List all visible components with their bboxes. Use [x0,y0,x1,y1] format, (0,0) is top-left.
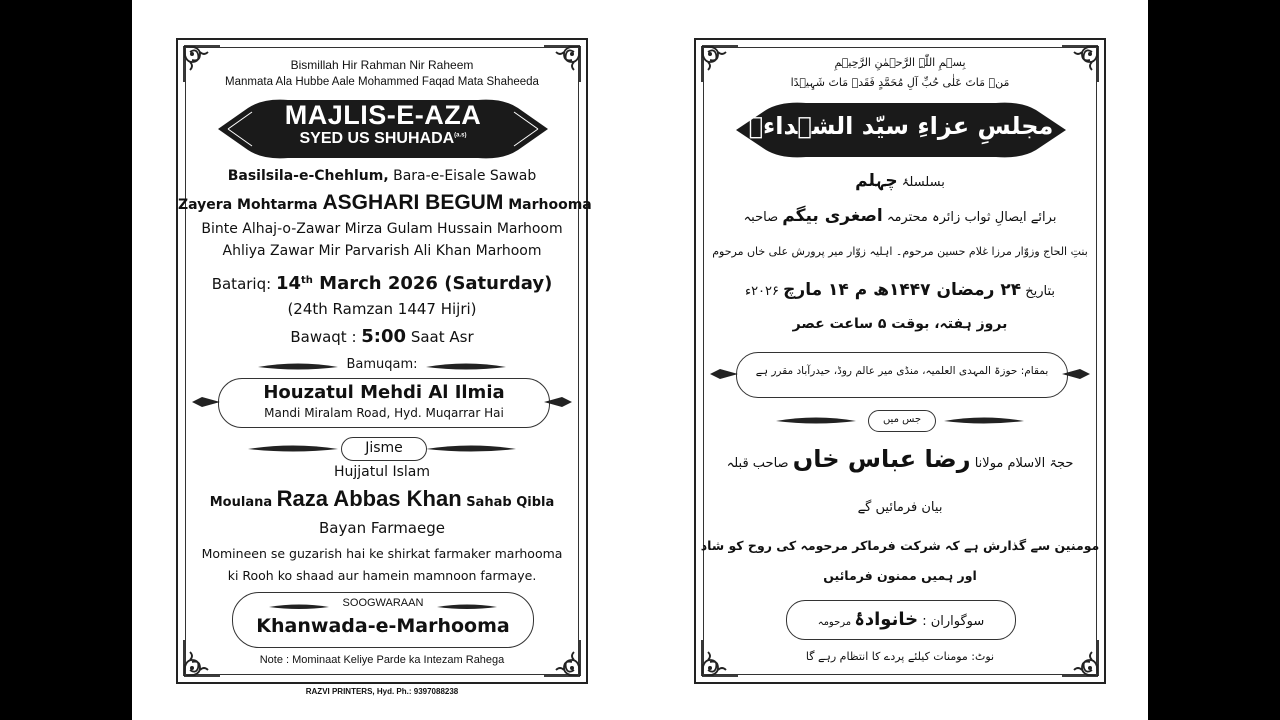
request-line-2: ki Rooh ko shaad aur hamein mamnoon farmaye. [227,568,537,583]
soogwaraan-box [232,592,534,648]
binte-line-urdu: بنتِ الحاج وزوّار مرزا غلام حسین مرحوم۔ اہلیہ زوّار میر پرورش علی خاں مرحوم [712,245,1088,258]
date-line: Batariq: 14th March 2026 (Saturday) [211,273,553,294]
flourish-left-icon [248,444,338,454]
arrow-right-icon [544,395,572,409]
jisme-label: Jisme [365,440,403,456]
chehlum-line: Basilsila-e-Chehlum, Bara-e-Eisale Sawab [227,168,537,184]
ahliya-line: Ahliya Zawar Mir Parvarish Ali Khan Marhoom [222,243,542,259]
printer-credit: RAZVI PRINTERS, Hyd. Ph.: 9397088238 [305,687,459,696]
speaker-line: Moulana Raza Abbas Khan Sahab Qibla [209,486,555,511]
soogwaraan-box-urdu [786,600,1016,640]
flourish-right-icon [426,444,516,454]
deceased-name-line: Zayera Mohtarma ASGHARI BEGUM Marhooma [178,191,592,214]
title-banner [218,94,548,164]
banner-title-urdu: مجلسِ عزاءِ سیّد الشہداءؑ [748,112,1054,140]
flourish-right-icon [944,416,1024,426]
title-banner-urdu [736,98,1066,162]
jisme-badge [341,437,427,461]
venue-name: Houzatul Mehdi Al Ilmia [263,382,505,403]
arrow-left-icon [192,395,220,409]
time-line: Bawaqt : 5:00 Saat Asr [290,326,474,347]
silsila-line-urdu: بسلسلۂ چہلم [855,171,945,191]
tagline-text: Manmata Ala Hubbe Aale Mohammed Faqad Mata Shaheeda [225,76,539,88]
venue-text-urdu: بمقام: حوزۃ المہدی العلمیہ، منڈی میر عالم روڈ، حیدرآباد مقرر ہے [755,365,1049,377]
bayan-line-urdu: بیان فرمائیں گے [857,500,943,515]
binte-line: Binte Alhaj-o-Zawar Mirza Gulam Hussain Marhoom [201,221,563,237]
bamuqam-divider [178,357,586,374]
jisme-label-urdu: جس میں [882,414,922,425]
hijri-line: (24th Ramzan 1447 Hijri) [287,300,477,318]
request-line-1-urdu: مومنین سے گذارش ہے کہ شرکت فرماکر مرحومہ کی روح کو شاد [700,538,1100,553]
banner-title: MAJLIS-E-AZA [284,100,482,130]
hujjatul-line: Hujjatul Islam [334,464,430,480]
bismillah-text-urdu: بِسۡمِ اللّٰہِ الرَّحۡمٰنِ الرَّحِیۡمِ [834,56,966,69]
isal-line-urdu: برائے ایصالِ ثواب زائرہ محترمہ اصغری بیگم صاحبہ [743,206,1057,226]
venue-box [218,378,550,428]
banner-subtitle: SYED US $SHUHADA^{(a.s)}$ [299,130,467,147]
urdu-invitation-card [694,38,1106,684]
tagline-text-urdu: مَنۡ مَاتَ عَلٰی حُبِّ آلِ مُحَمَّدٍ فَقَدۡ مَاتَ شَہِیۡدًا [790,76,1010,89]
venue-address: Mandi Miralam Road, Hyd. Muqarrar Hai [264,406,504,420]
request-line-2-urdu: اور ہمیں ممنون فرمائیں [823,568,977,583]
arrow-left-icon [710,367,738,381]
venue-box-urdu [736,352,1068,398]
jisme-badge-urdu [868,410,936,432]
request-line-1: Momineen se guzarish hai ke shirkat farmaker marhooma [201,546,563,561]
bamuqam-label: Bamuqam: [346,357,418,372]
note-line-urdu: نوٹ: مومنات کیلئے پردے کا انتظام رہے گا [805,650,995,663]
date-line-urdu: بتاریخ ۲۴ رمضان ۱۴۴۷ھ م ۱۴ مارچ ۲۰۲۶ء [744,280,1056,300]
time-line-urdu: بروز ہفتہ، بوقت ۵ ساعت عصر [792,316,1008,332]
bayan-line: Bayan Farmaege [319,519,445,537]
page-sheet [132,0,1148,720]
note-line: Note : Mominaat Keliye Parde ka Intezam Rahega [259,654,505,666]
arrow-right-icon [1062,367,1090,381]
bismillah-text: Bismillah Hir Rahman Nir Raheem [290,58,474,72]
family-name: Khanwada-e-Marhooma [256,615,510,637]
speaker-line-urdu: حجۃ الاسلام مولانا رضا عباس خاں صاحب قبلہ [726,445,1074,473]
flourish-left-icon [776,416,856,426]
family-line-urdu: سوگواران : خانوادۂ مرحومہ [817,609,985,630]
soogwaraan-label: SOOGWARAAN [342,597,424,609]
english-invitation-card [176,38,592,684]
